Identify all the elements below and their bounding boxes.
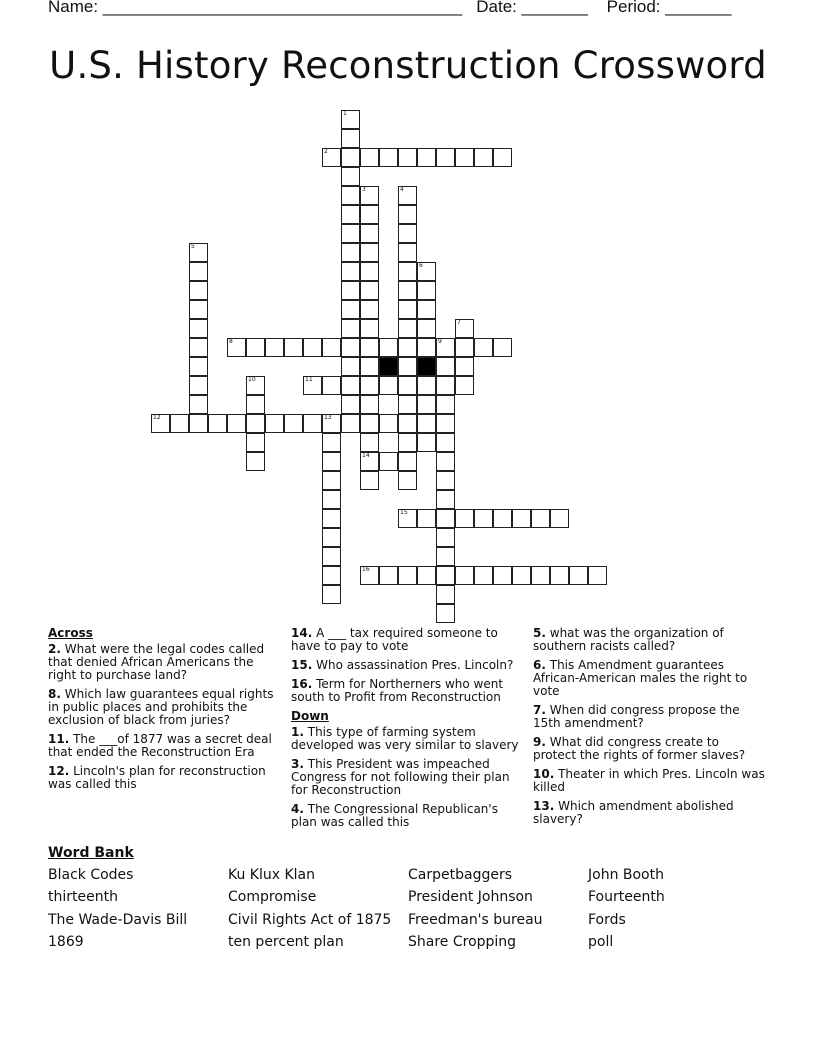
- word-bank-item: Ku Klux Klan: [228, 867, 316, 883]
- clue-text: The ___of 1877 was a secret deal that ended the Reconstruction Era: [48, 732, 272, 759]
- crossword-cell[interactable]: [322, 509, 341, 528]
- black-cell: [379, 357, 398, 376]
- crossword-cell[interactable]: [246, 452, 265, 471]
- crossword-cell[interactable]: [569, 566, 588, 585]
- crossword-cell[interactable]: [360, 300, 379, 319]
- crossword-cell[interactable]: [436, 547, 455, 566]
- clue-number: 12.: [48, 764, 70, 778]
- crossword-cell[interactable]: [436, 395, 455, 414]
- clue-text: what was the organization of southern racists called?: [533, 626, 724, 653]
- clue-number: 2.: [48, 642, 61, 656]
- crossword-cell[interactable]: [455, 566, 474, 585]
- crossword-cell[interactable]: [341, 243, 360, 262]
- crossword-cell[interactable]: [474, 509, 493, 528]
- crossword-cell[interactable]: [189, 376, 208, 395]
- crossword-cell[interactable]: [189, 281, 208, 300]
- crossword-cell[interactable]: [550, 566, 569, 585]
- crossword-cell[interactable]: [189, 319, 208, 338]
- clue-number: 15.: [291, 658, 313, 672]
- word-bank-item: Civil Rights Act of 1875: [228, 912, 392, 928]
- crossword-cell[interactable]: [341, 300, 360, 319]
- down-clue-7: [533, 704, 765, 730]
- crossword-cell[interactable]: [398, 243, 417, 262]
- crossword-cell[interactable]: [246, 433, 265, 452]
- crossword-cell[interactable]: [189, 300, 208, 319]
- crossword-cell[interactable]: [436, 148, 455, 167]
- crossword-cell[interactable]: [379, 414, 398, 433]
- crossword-cell[interactable]: [417, 300, 436, 319]
- crossword-cell[interactable]: [189, 243, 208, 262]
- crossword-cell[interactable]: [455, 319, 474, 338]
- across-clue-16: [291, 678, 519, 704]
- clue-text: This type of farming system developed was very similar to slavery: [291, 725, 519, 752]
- crossword-cell[interactable]: [417, 433, 436, 452]
- down-clue-5: [533, 627, 765, 653]
- middle-clues-column: [291, 627, 519, 835]
- crossword-cell[interactable]: [246, 414, 265, 433]
- word-bank-heading: Word Bank: [48, 845, 134, 861]
- cell-number: 10: [248, 376, 256, 383]
- down-clue-6: [533, 659, 765, 698]
- word-bank-item: The Wade-Davis Bill: [48, 912, 188, 928]
- crossword-cell[interactable]: [436, 433, 455, 452]
- crossword-cell[interactable]: [379, 452, 398, 471]
- cell-number: 3: [362, 186, 366, 193]
- crossword-cell[interactable]: [303, 338, 322, 357]
- crossword-cell[interactable]: [398, 300, 417, 319]
- crossword-cell[interactable]: [322, 528, 341, 547]
- crossword-cell[interactable]: [493, 566, 512, 585]
- crossword-cell[interactable]: [493, 148, 512, 167]
- crossword-cell[interactable]: [322, 433, 341, 452]
- crossword-cell[interactable]: [417, 262, 436, 281]
- crossword-cell[interactable]: [284, 414, 303, 433]
- crossword-cell[interactable]: [417, 319, 436, 338]
- crossword-cell[interactable]: [303, 376, 322, 395]
- crossword-cell[interactable]: [360, 281, 379, 300]
- crossword-cell[interactable]: [341, 395, 360, 414]
- crossword-cell[interactable]: [322, 338, 341, 357]
- crossword-cell[interactable]: [341, 281, 360, 300]
- crossword-cell[interactable]: [246, 376, 265, 395]
- crossword-cell[interactable]: [303, 414, 322, 433]
- crossword-cell[interactable]: [379, 566, 398, 585]
- crossword-cell[interactable]: [341, 186, 360, 205]
- crossword-cell[interactable]: [417, 566, 436, 585]
- crossword-cell[interactable]: [588, 566, 607, 585]
- crossword-cell[interactable]: [398, 566, 417, 585]
- crossword-cell[interactable]: [227, 338, 246, 357]
- down-clue-9: [533, 736, 765, 762]
- crossword-cell[interactable]: [341, 224, 360, 243]
- crossword-cell[interactable]: [379, 148, 398, 167]
- clue-text: Which amendment abolished slavery?: [533, 799, 734, 826]
- crossword-cell[interactable]: [360, 357, 379, 376]
- crossword-cell[interactable]: [341, 110, 360, 129]
- crossword-cell[interactable]: [322, 490, 341, 509]
- word-bank-item: Fords: [588, 912, 626, 928]
- down-clue-13: [533, 800, 765, 826]
- crossword-cell[interactable]: [341, 205, 360, 224]
- crossword-cell[interactable]: [360, 319, 379, 338]
- clue-number: 1.: [291, 725, 304, 739]
- crossword-cell[interactable]: [398, 414, 417, 433]
- word-bank-item: Carpetbaggers: [408, 867, 513, 883]
- crossword-cell[interactable]: [189, 357, 208, 376]
- cell-number: 11: [305, 376, 313, 383]
- crossword-cell[interactable]: [531, 509, 550, 528]
- crossword-cell[interactable]: [341, 338, 360, 357]
- crossword-cell[interactable]: [455, 338, 474, 357]
- crossword-cell[interactable]: [360, 395, 379, 414]
- crossword-cell[interactable]: [436, 528, 455, 547]
- clue-text: This Amendment guarantees African-American males the right to vote: [533, 658, 748, 698]
- crossword-cell[interactable]: [170, 414, 189, 433]
- clue-number: 16.: [291, 677, 313, 691]
- crossword-cell[interactable]: [436, 585, 455, 604]
- clue-number: 9.: [533, 735, 546, 749]
- crossword-cell[interactable]: [208, 414, 227, 433]
- clue-text: A ___ tax required someone to have to pay to vote: [291, 626, 498, 653]
- crossword-cell[interactable]: [322, 148, 341, 167]
- crossword-cell[interactable]: [341, 414, 360, 433]
- crossword-cell[interactable]: [398, 148, 417, 167]
- crossword-cell[interactable]: [436, 338, 455, 357]
- clue-number: 11.: [48, 732, 70, 746]
- crossword-cell[interactable]: [455, 376, 474, 395]
- cell-number: 12: [153, 414, 161, 421]
- clue-number: 13.: [533, 799, 555, 813]
- crossword-cell[interactable]: [550, 509, 569, 528]
- across-clue-14: [291, 627, 519, 653]
- crossword-cell[interactable]: [322, 547, 341, 566]
- crossword-cell[interactable]: [398, 452, 417, 471]
- crossword-cell[interactable]: [398, 471, 417, 490]
- crossword-cell[interactable]: [455, 509, 474, 528]
- crossword-cell[interactable]: [341, 129, 360, 148]
- down-clue-1: [291, 726, 519, 752]
- crossword-cell[interactable]: [417, 148, 436, 167]
- crossword-cell[interactable]: [436, 471, 455, 490]
- clue-number: 7.: [533, 703, 546, 717]
- crossword-cell[interactable]: [189, 262, 208, 281]
- crossword-cell[interactable]: [398, 395, 417, 414]
- black-cell: [417, 357, 436, 376]
- word-bank-item: thirteenth: [48, 889, 118, 905]
- crossword-cell[interactable]: [322, 566, 341, 585]
- crossword-cell[interactable]: [360, 243, 379, 262]
- down-clue-3: [291, 758, 519, 797]
- crossword-cell[interactable]: [417, 338, 436, 357]
- crossword-cell[interactable]: [360, 338, 379, 357]
- clue-text: Theater in which Pres. Lincoln was killed: [533, 767, 765, 794]
- clue-number: 6.: [533, 658, 546, 672]
- cell-number: 9: [438, 338, 442, 345]
- crossword-cell[interactable]: [151, 414, 170, 433]
- crossword-cell[interactable]: [360, 433, 379, 452]
- crossword-cell[interactable]: [189, 414, 208, 433]
- crossword-cell[interactable]: [341, 319, 360, 338]
- crossword-cell[interactable]: [531, 566, 550, 585]
- crossword-cell[interactable]: [360, 224, 379, 243]
- word-bank-item: ten percent plan: [228, 934, 344, 950]
- across-clue-15: [291, 659, 519, 672]
- crossword-cell[interactable]: [436, 376, 455, 395]
- crossword-cell[interactable]: [265, 414, 284, 433]
- crossword-cell[interactable]: [341, 262, 360, 281]
- down-heading: Down: [291, 709, 329, 723]
- down-clues-column: [533, 627, 765, 832]
- crossword-cell[interactable]: [360, 471, 379, 490]
- crossword-cell[interactable]: [474, 338, 493, 357]
- crossword-cell[interactable]: [360, 452, 379, 471]
- crossword-cell[interactable]: [379, 376, 398, 395]
- word-bank-item: Black Codes: [48, 867, 134, 883]
- crossword-cell[interactable]: [322, 452, 341, 471]
- across-clues-column: [48, 627, 280, 797]
- crossword-cell[interactable]: [436, 490, 455, 509]
- crossword-cell[interactable]: [417, 414, 436, 433]
- crossword-cell[interactable]: [341, 148, 360, 167]
- crossword-cell[interactable]: [360, 414, 379, 433]
- cell-number: 4: [400, 186, 404, 193]
- crossword-cell[interactable]: [398, 281, 417, 300]
- clue-number: 5.: [533, 626, 546, 640]
- crossword-cell[interactable]: [436, 414, 455, 433]
- crossword-cell[interactable]: [398, 433, 417, 452]
- crossword-cell[interactable]: [360, 376, 379, 395]
- cell-number: 5: [191, 243, 195, 250]
- crossword-cell[interactable]: [189, 395, 208, 414]
- clue-number: 10.: [533, 767, 555, 781]
- crossword-cell[interactable]: [265, 338, 284, 357]
- crossword-cell[interactable]: [398, 224, 417, 243]
- crossword-cell[interactable]: [322, 585, 341, 604]
- crossword-cell[interactable]: [360, 566, 379, 585]
- crossword-cell[interactable]: [417, 395, 436, 414]
- crossword-cell[interactable]: [474, 566, 493, 585]
- clue-number: 3.: [291, 757, 304, 771]
- crossword-cell[interactable]: [341, 167, 360, 186]
- cell-number: 2: [324, 148, 328, 155]
- crossword-cell[interactable]: [398, 509, 417, 528]
- word-bank-item: Share Cropping: [408, 934, 517, 950]
- crossword-cell[interactable]: [398, 357, 417, 376]
- crossword-cell[interactable]: [455, 357, 474, 376]
- down-clue-4: [291, 803, 519, 829]
- crossword-cell[interactable]: [322, 376, 341, 395]
- across-clue-8: [48, 688, 280, 727]
- crossword-cell[interactable]: [512, 566, 531, 585]
- clue-text: Who assassination Pres. Lincoln?: [316, 658, 514, 672]
- down-clue-10: [533, 768, 765, 794]
- cell-number: 6: [419, 262, 423, 269]
- crossword-cell[interactable]: [246, 395, 265, 414]
- crossword-cell[interactable]: [246, 338, 265, 357]
- cell-number: 16: [362, 566, 370, 573]
- crossword-cell[interactable]: [379, 338, 398, 357]
- clue-text: What were the legal codes called that denied African Americans the right to purchase land?: [48, 642, 265, 682]
- word-bank-item: President Johnson: [408, 889, 533, 905]
- cell-number: 1: [343, 110, 347, 117]
- clue-number: 14.: [291, 626, 313, 640]
- crossword-cell[interactable]: [436, 566, 455, 585]
- crossword-cell[interactable]: [474, 148, 493, 167]
- crossword-cell[interactable]: [436, 509, 455, 528]
- cell-number: 7: [457, 319, 461, 326]
- cell-number: 13: [324, 414, 332, 421]
- word-bank-item: Fourteenth: [588, 889, 665, 905]
- crossword-cell[interactable]: [322, 471, 341, 490]
- word-bank-item: Compromise: [228, 889, 317, 905]
- crossword-cell[interactable]: [417, 376, 436, 395]
- crossword-cell[interactable]: [189, 338, 208, 357]
- clue-text: Which law guarantees equal rights in public places and prohibits the exclusion of black from juries?: [48, 687, 274, 727]
- cell-number: 15: [400, 509, 408, 516]
- crossword-cell[interactable]: [360, 205, 379, 224]
- header-name-date-period: Name: ______________________________________ Date: _______ Period: _______: [48, 0, 732, 16]
- crossword-cell[interactable]: [398, 186, 417, 205]
- cell-number: 8: [229, 338, 233, 345]
- crossword-cell[interactable]: [512, 509, 531, 528]
- crossword-cell[interactable]: [436, 604, 455, 623]
- clue-text: The Congressional Republican's plan was called this: [291, 802, 498, 829]
- across-heading: Across: [48, 626, 93, 640]
- clue-text: Lincoln's plan for reconstruction was called this: [48, 764, 266, 791]
- crossword-cell[interactable]: [493, 338, 512, 357]
- word-bank-item: 1869: [48, 934, 84, 950]
- crossword-cell[interactable]: [455, 148, 474, 167]
- cell-number: 14: [362, 452, 370, 459]
- crossword-cell[interactable]: [341, 357, 360, 376]
- word-bank-item: Freedman's bureau: [408, 912, 543, 928]
- clue-text: Term for Northerners who went south to Profit from Reconstruction: [291, 677, 504, 704]
- clue-text: This President was impeached Congress for not following their plan for Reconstruction: [291, 757, 510, 797]
- across-clue-2: [48, 643, 280, 682]
- crossword-cell[interactable]: [322, 414, 341, 433]
- crossword-cell[interactable]: [398, 319, 417, 338]
- crossword-cell[interactable]: [417, 509, 436, 528]
- crossword-cell[interactable]: [398, 376, 417, 395]
- across-clue-11: [48, 733, 280, 759]
- crossword-cell[interactable]: [284, 338, 303, 357]
- across-clue-12: [48, 765, 280, 791]
- crossword-cell[interactable]: [360, 148, 379, 167]
- crossword-cell[interactable]: [360, 186, 379, 205]
- crossword-cell[interactable]: [398, 338, 417, 357]
- crossword-cell[interactable]: [341, 376, 360, 395]
- crossword-cell[interactable]: [493, 509, 512, 528]
- crossword-cell[interactable]: [436, 452, 455, 471]
- word-bank-item: poll: [588, 934, 614, 950]
- clue-text: When did congress propose the 15th amendment?: [533, 703, 740, 730]
- crossword-cell[interactable]: [360, 262, 379, 281]
- crossword-cell[interactable]: [398, 262, 417, 281]
- crossword-cell[interactable]: [436, 357, 455, 376]
- clue-number: 8.: [48, 687, 61, 701]
- crossword-cell[interactable]: [417, 281, 436, 300]
- word-bank-item: John Booth: [588, 867, 664, 883]
- crossword-cell[interactable]: [398, 205, 417, 224]
- crossword-cell[interactable]: [227, 414, 246, 433]
- page-title: U.S. History Reconstruction Crossword: [49, 44, 767, 87]
- clue-number: 4.: [291, 802, 304, 816]
- clue-text: What did congress create to protect the rights of former slaves?: [533, 735, 746, 762]
